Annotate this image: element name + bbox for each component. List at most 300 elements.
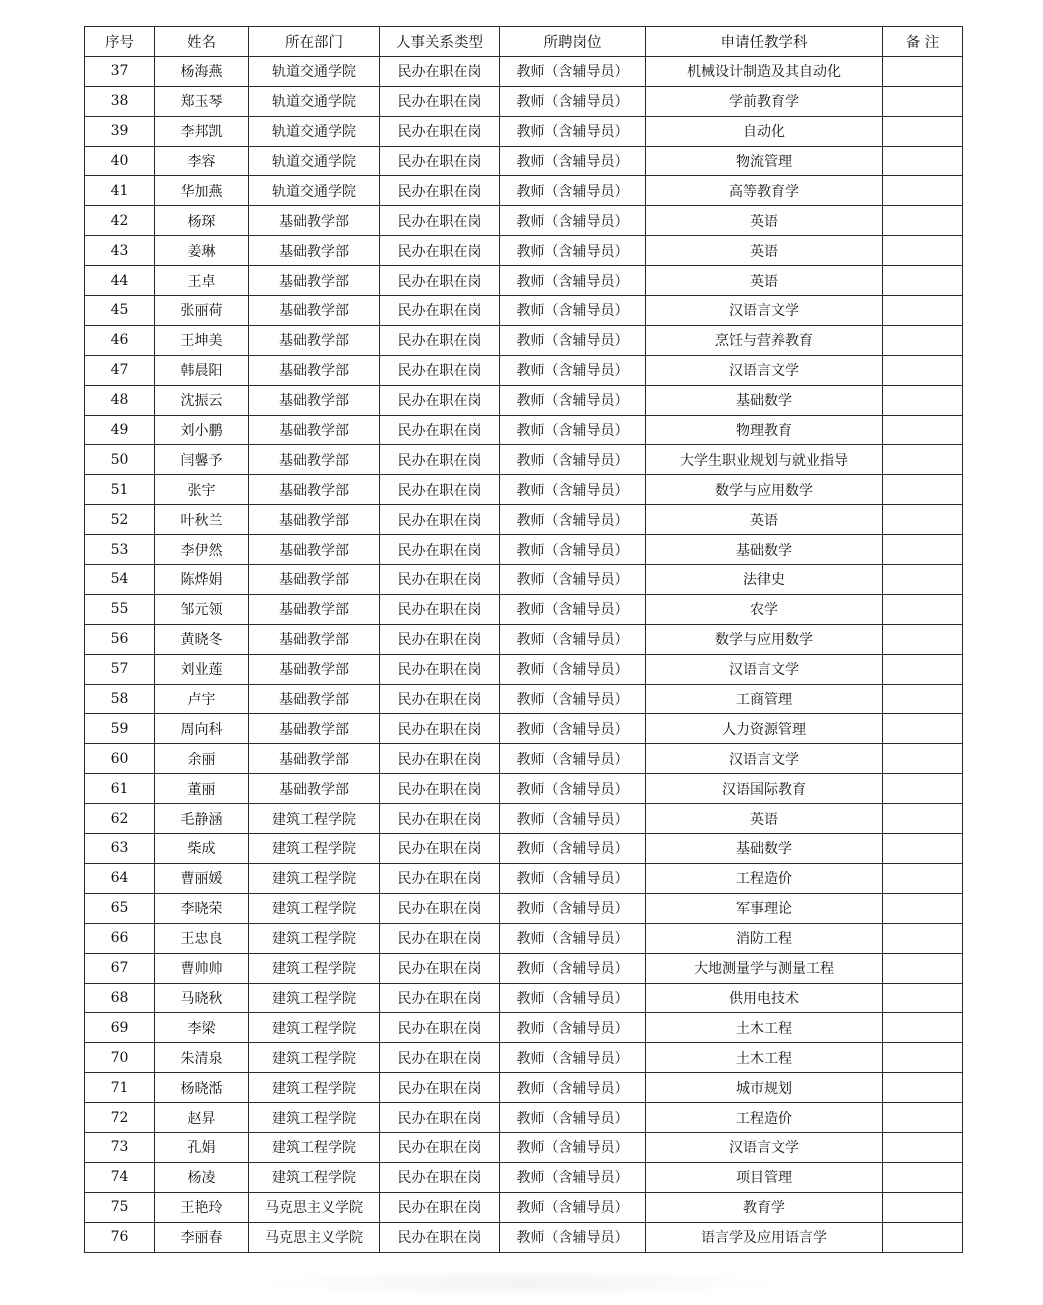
header-name: 姓名 bbox=[155, 27, 249, 57]
cell-personnel-type: 民办在职在岗 bbox=[380, 1103, 500, 1133]
table-row bbox=[85, 56, 963, 86]
cell-name: 周向科 bbox=[155, 714, 249, 744]
table-row bbox=[85, 624, 963, 654]
cell-name: 沈振云 bbox=[155, 385, 249, 415]
cell-serial-number: 43 bbox=[85, 236, 155, 266]
cell-position: 教师（含辅导员） bbox=[500, 475, 646, 505]
table-row bbox=[85, 1132, 963, 1162]
cell-serial-number: 76 bbox=[85, 1222, 155, 1252]
cell-remarks bbox=[883, 983, 963, 1013]
cell-remarks bbox=[883, 266, 963, 296]
cell-serial-number: 71 bbox=[85, 1073, 155, 1103]
table-row bbox=[85, 206, 963, 236]
cell-position: 教师（含辅导员） bbox=[500, 325, 646, 355]
cell-position: 教师（含辅导员） bbox=[500, 1132, 646, 1162]
cell-personnel-type: 民办在职在岗 bbox=[380, 953, 500, 983]
table-row bbox=[85, 385, 963, 415]
table-header-row bbox=[85, 27, 963, 57]
cell-personnel-type: 民办在职在岗 bbox=[380, 56, 500, 86]
cell-department: 基础教学部 bbox=[249, 565, 380, 595]
cell-department: 轨道交通学院 bbox=[249, 146, 380, 176]
cell-remarks bbox=[883, 684, 963, 714]
page-shadow bbox=[250, 1268, 790, 1298]
header-department: 所在部门 bbox=[249, 27, 380, 57]
cell-remarks bbox=[883, 1043, 963, 1073]
table-row bbox=[85, 296, 963, 326]
cell-department: 建筑工程学院 bbox=[249, 834, 380, 864]
cell-remarks bbox=[883, 1013, 963, 1043]
cell-position: 教师（含辅导员） bbox=[500, 923, 646, 953]
table-row bbox=[85, 594, 963, 624]
cell-serial-number: 61 bbox=[85, 774, 155, 804]
cell-name: 李晓荣 bbox=[155, 893, 249, 923]
cell-position: 教师（含辅导员） bbox=[500, 834, 646, 864]
cell-department: 基础教学部 bbox=[249, 505, 380, 535]
cell-position: 教师（含辅导员） bbox=[500, 1073, 646, 1103]
cell-personnel-type: 民办在职在岗 bbox=[380, 804, 500, 834]
cell-position: 教师（含辅导员） bbox=[500, 684, 646, 714]
cell-remarks bbox=[883, 56, 963, 86]
cell-personnel-type: 民办在职在岗 bbox=[380, 1162, 500, 1192]
table-row bbox=[85, 804, 963, 834]
cell-position: 教师（含辅导员） bbox=[500, 445, 646, 475]
cell-position: 教师（含辅导员） bbox=[500, 1192, 646, 1222]
cell-name: 张丽荷 bbox=[155, 296, 249, 326]
cell-personnel-type: 民办在职在岗 bbox=[380, 1043, 500, 1073]
cell-teaching-subject: 学前教育学 bbox=[646, 86, 883, 116]
cell-serial-number: 39 bbox=[85, 116, 155, 146]
cell-personnel-type: 民办在职在岗 bbox=[380, 983, 500, 1013]
cell-serial-number: 63 bbox=[85, 834, 155, 864]
cell-remarks bbox=[883, 1192, 963, 1222]
cell-department: 建筑工程学院 bbox=[249, 923, 380, 953]
table-row bbox=[85, 1073, 963, 1103]
cell-position: 教师（含辅导员） bbox=[500, 624, 646, 654]
cell-serial-number: 42 bbox=[85, 206, 155, 236]
cell-serial-number: 65 bbox=[85, 893, 155, 923]
cell-serial-number: 52 bbox=[85, 505, 155, 535]
cell-teaching-subject: 工程造价 bbox=[646, 1103, 883, 1133]
cell-department: 轨道交通学院 bbox=[249, 176, 380, 206]
cell-remarks bbox=[883, 146, 963, 176]
cell-teaching-subject: 大学生职业规划与就业指导 bbox=[646, 445, 883, 475]
table-row bbox=[85, 236, 963, 266]
cell-teaching-subject: 物流管理 bbox=[646, 146, 883, 176]
cell-serial-number: 56 bbox=[85, 624, 155, 654]
cell-remarks bbox=[883, 296, 963, 326]
cell-teaching-subject: 人力资源管理 bbox=[646, 714, 883, 744]
cell-remarks bbox=[883, 953, 963, 983]
cell-teaching-subject: 英语 bbox=[646, 236, 883, 266]
cell-department: 基础教学部 bbox=[249, 266, 380, 296]
cell-name: 华加燕 bbox=[155, 176, 249, 206]
cell-serial-number: 51 bbox=[85, 475, 155, 505]
cell-serial-number: 44 bbox=[85, 266, 155, 296]
cell-serial-number: 60 bbox=[85, 744, 155, 774]
cell-name: 陈烨娟 bbox=[155, 565, 249, 595]
cell-teaching-subject: 基础数学 bbox=[646, 535, 883, 565]
table-row bbox=[85, 1013, 963, 1043]
cell-position: 教师（含辅导员） bbox=[500, 774, 646, 804]
cell-name: 闫馨予 bbox=[155, 445, 249, 475]
cell-position: 教师（含辅导员） bbox=[500, 86, 646, 116]
cell-serial-number: 64 bbox=[85, 863, 155, 893]
cell-position: 教师（含辅导员） bbox=[500, 176, 646, 206]
cell-name: 王忠良 bbox=[155, 923, 249, 953]
cell-name: 王艳玲 bbox=[155, 1192, 249, 1222]
cell-teaching-subject: 供用电技术 bbox=[646, 983, 883, 1013]
cell-serial-number: 69 bbox=[85, 1013, 155, 1043]
cell-name: 杨晓湉 bbox=[155, 1073, 249, 1103]
cell-serial-number: 37 bbox=[85, 56, 155, 86]
cell-teaching-subject: 汉语言文学 bbox=[646, 744, 883, 774]
cell-department: 基础教学部 bbox=[249, 624, 380, 654]
cell-serial-number: 57 bbox=[85, 654, 155, 684]
cell-personnel-type: 民办在职在岗 bbox=[380, 296, 500, 326]
cell-name: 毛静涵 bbox=[155, 804, 249, 834]
table-row bbox=[85, 355, 963, 385]
cell-name: 王坤美 bbox=[155, 325, 249, 355]
cell-teaching-subject: 英语 bbox=[646, 804, 883, 834]
table-row bbox=[85, 834, 963, 864]
cell-teaching-subject: 烹饪与营养教育 bbox=[646, 325, 883, 355]
cell-personnel-type: 民办在职在岗 bbox=[380, 1073, 500, 1103]
table-row bbox=[85, 744, 963, 774]
cell-serial-number: 41 bbox=[85, 176, 155, 206]
cell-personnel-type: 民办在职在岗 bbox=[380, 594, 500, 624]
cell-serial-number: 59 bbox=[85, 714, 155, 744]
cell-name: 曹帅帅 bbox=[155, 953, 249, 983]
cell-position: 教师（含辅导员） bbox=[500, 594, 646, 624]
cell-remarks bbox=[883, 1162, 963, 1192]
cell-teaching-subject: 城市规划 bbox=[646, 1073, 883, 1103]
cell-teaching-subject: 英语 bbox=[646, 206, 883, 236]
cell-personnel-type: 民办在职在岗 bbox=[380, 684, 500, 714]
cell-name: 韩晨阳 bbox=[155, 355, 249, 385]
cell-personnel-type: 民办在职在岗 bbox=[380, 834, 500, 864]
cell-department: 基础教学部 bbox=[249, 774, 380, 804]
cell-personnel-type: 民办在职在岗 bbox=[380, 535, 500, 565]
cell-serial-number: 55 bbox=[85, 594, 155, 624]
cell-teaching-subject: 数学与应用数学 bbox=[646, 624, 883, 654]
cell-remarks bbox=[883, 176, 963, 206]
table-row bbox=[85, 415, 963, 445]
cell-department: 建筑工程学院 bbox=[249, 983, 380, 1013]
cell-position: 教师（含辅导员） bbox=[500, 535, 646, 565]
cell-personnel-type: 民办在职在岗 bbox=[380, 863, 500, 893]
cell-position: 教师（含辅导员） bbox=[500, 206, 646, 236]
cell-teaching-subject: 汉语言文学 bbox=[646, 355, 883, 385]
cell-department: 建筑工程学院 bbox=[249, 893, 380, 923]
cell-position: 教师（含辅导员） bbox=[500, 565, 646, 595]
cell-teaching-subject: 汉语国际教育 bbox=[646, 774, 883, 804]
cell-department: 基础教学部 bbox=[249, 744, 380, 774]
cell-name: 姜琳 bbox=[155, 236, 249, 266]
cell-teaching-subject: 军事理论 bbox=[646, 893, 883, 923]
cell-position: 教师（含辅导员） bbox=[500, 385, 646, 415]
cell-name: 赵昇 bbox=[155, 1103, 249, 1133]
cell-serial-number: 72 bbox=[85, 1103, 155, 1133]
cell-department: 基础教学部 bbox=[249, 355, 380, 385]
cell-position: 教师（含辅导员） bbox=[500, 296, 646, 326]
cell-department: 建筑工程学院 bbox=[249, 1043, 380, 1073]
cell-remarks bbox=[883, 415, 963, 445]
cell-name: 叶秋兰 bbox=[155, 505, 249, 535]
header-position: 所聘岗位 bbox=[500, 27, 646, 57]
cell-serial-number: 67 bbox=[85, 953, 155, 983]
table-row bbox=[85, 923, 963, 953]
cell-personnel-type: 民办在职在岗 bbox=[380, 266, 500, 296]
cell-department: 建筑工程学院 bbox=[249, 804, 380, 834]
cell-personnel-type: 民办在职在岗 bbox=[380, 385, 500, 415]
cell-serial-number: 58 bbox=[85, 684, 155, 714]
cell-remarks bbox=[883, 1222, 963, 1252]
cell-teaching-subject: 基础数学 bbox=[646, 385, 883, 415]
cell-name: 柴成 bbox=[155, 834, 249, 864]
header-personnel-type: 人事关系类型 bbox=[380, 27, 500, 57]
cell-department: 建筑工程学院 bbox=[249, 1103, 380, 1133]
cell-serial-number: 74 bbox=[85, 1162, 155, 1192]
table-row bbox=[85, 146, 963, 176]
cell-name: 曹丽媛 bbox=[155, 863, 249, 893]
cell-personnel-type: 民办在职在岗 bbox=[380, 1222, 500, 1252]
cell-teaching-subject: 汉语言文学 bbox=[646, 654, 883, 684]
table-row bbox=[85, 1162, 963, 1192]
header-remarks: 备 注 bbox=[883, 27, 963, 57]
cell-personnel-type: 民办在职在岗 bbox=[380, 565, 500, 595]
cell-position: 教师（含辅导员） bbox=[500, 953, 646, 983]
cell-name: 卢宇 bbox=[155, 684, 249, 714]
cell-department: 轨道交通学院 bbox=[249, 86, 380, 116]
table-row bbox=[85, 1043, 963, 1073]
header-teaching-subject: 申请任教学科 bbox=[646, 27, 883, 57]
cell-name: 朱清泉 bbox=[155, 1043, 249, 1073]
cell-remarks bbox=[883, 774, 963, 804]
cell-position: 教师（含辅导员） bbox=[500, 804, 646, 834]
cell-department: 建筑工程学院 bbox=[249, 863, 380, 893]
table-row bbox=[85, 684, 963, 714]
cell-position: 教师（含辅导员） bbox=[500, 863, 646, 893]
table-row bbox=[85, 86, 963, 116]
table-row bbox=[85, 475, 963, 505]
cell-position: 教师（含辅导员） bbox=[500, 983, 646, 1013]
cell-department: 基础教学部 bbox=[249, 415, 380, 445]
table-row bbox=[85, 714, 963, 744]
cell-position: 教师（含辅导员） bbox=[500, 714, 646, 744]
cell-teaching-subject: 英语 bbox=[646, 505, 883, 535]
cell-name: 刘小鹏 bbox=[155, 415, 249, 445]
cell-teaching-subject: 自动化 bbox=[646, 116, 883, 146]
cell-department: 建筑工程学院 bbox=[249, 1132, 380, 1162]
cell-teaching-subject: 教育学 bbox=[646, 1192, 883, 1222]
table-row bbox=[85, 893, 963, 923]
cell-department: 轨道交通学院 bbox=[249, 116, 380, 146]
cell-remarks bbox=[883, 744, 963, 774]
table-row bbox=[85, 325, 963, 355]
cell-serial-number: 46 bbox=[85, 325, 155, 355]
table-row bbox=[85, 1103, 963, 1133]
cell-remarks bbox=[883, 654, 963, 684]
cell-department: 基础教学部 bbox=[249, 445, 380, 475]
table-row bbox=[85, 176, 963, 206]
cell-remarks bbox=[883, 804, 963, 834]
cell-department: 基础教学部 bbox=[249, 206, 380, 236]
cell-position: 教师（含辅导员） bbox=[500, 744, 646, 774]
cell-remarks bbox=[883, 385, 963, 415]
cell-serial-number: 68 bbox=[85, 983, 155, 1013]
cell-name: 李伊然 bbox=[155, 535, 249, 565]
cell-teaching-subject: 工商管理 bbox=[646, 684, 883, 714]
cell-serial-number: 49 bbox=[85, 415, 155, 445]
cell-personnel-type: 民办在职在岗 bbox=[380, 475, 500, 505]
cell-personnel-type: 民办在职在岗 bbox=[380, 1013, 500, 1043]
cell-position: 教师（含辅导员） bbox=[500, 415, 646, 445]
cell-department: 基础教学部 bbox=[249, 385, 380, 415]
table-row bbox=[85, 774, 963, 804]
table-row bbox=[85, 1222, 963, 1252]
cell-name: 王卓 bbox=[155, 266, 249, 296]
header-serial-number: 序号 bbox=[85, 27, 155, 57]
cell-position: 教师（含辅导员） bbox=[500, 355, 646, 385]
cell-name: 刘业莲 bbox=[155, 654, 249, 684]
cell-remarks bbox=[883, 116, 963, 146]
cell-position: 教师（含辅导员） bbox=[500, 1043, 646, 1073]
cell-remarks bbox=[883, 565, 963, 595]
cell-position: 教师（含辅导员） bbox=[500, 1222, 646, 1252]
cell-name: 余丽 bbox=[155, 744, 249, 774]
cell-remarks bbox=[883, 594, 963, 624]
cell-serial-number: 48 bbox=[85, 385, 155, 415]
cell-teaching-subject: 英语 bbox=[646, 266, 883, 296]
cell-personnel-type: 民办在职在岗 bbox=[380, 206, 500, 236]
cell-personnel-type: 民办在职在岗 bbox=[380, 1192, 500, 1222]
cell-teaching-subject: 法律史 bbox=[646, 565, 883, 595]
cell-remarks bbox=[883, 1103, 963, 1133]
cell-serial-number: 70 bbox=[85, 1043, 155, 1073]
cell-remarks bbox=[883, 834, 963, 864]
cell-serial-number: 45 bbox=[85, 296, 155, 326]
cell-department: 马克思主义学院 bbox=[249, 1192, 380, 1222]
table-row bbox=[85, 565, 963, 595]
cell-position: 教师（含辅导员） bbox=[500, 266, 646, 296]
cell-department: 基础教学部 bbox=[249, 236, 380, 266]
cell-personnel-type: 民办在职在岗 bbox=[380, 146, 500, 176]
cell-personnel-type: 民办在职在岗 bbox=[380, 893, 500, 923]
cell-name: 郑玉琴 bbox=[155, 86, 249, 116]
cell-teaching-subject: 消防工程 bbox=[646, 923, 883, 953]
cell-remarks bbox=[883, 86, 963, 116]
cell-teaching-subject: 土木工程 bbox=[646, 1013, 883, 1043]
cell-position: 教师（含辅导员） bbox=[500, 1162, 646, 1192]
cell-name: 杨凌 bbox=[155, 1162, 249, 1192]
cell-name: 孔娟 bbox=[155, 1132, 249, 1162]
cell-personnel-type: 民办在职在岗 bbox=[380, 624, 500, 654]
table-row bbox=[85, 266, 963, 296]
cell-remarks bbox=[883, 535, 963, 565]
cell-personnel-type: 民办在职在岗 bbox=[380, 654, 500, 684]
cell-personnel-type: 民办在职在岗 bbox=[380, 325, 500, 355]
cell-department: 建筑工程学院 bbox=[249, 1162, 380, 1192]
cell-remarks bbox=[883, 236, 963, 266]
cell-position: 教师（含辅导员） bbox=[500, 116, 646, 146]
cell-teaching-subject: 数学与应用数学 bbox=[646, 475, 883, 505]
cell-personnel-type: 民办在职在岗 bbox=[380, 923, 500, 953]
cell-serial-number: 40 bbox=[85, 146, 155, 176]
cell-remarks bbox=[883, 1073, 963, 1103]
cell-position: 教师（含辅导员） bbox=[500, 1103, 646, 1133]
cell-teaching-subject: 高等教育学 bbox=[646, 176, 883, 206]
cell-position: 教师（含辅导员） bbox=[500, 893, 646, 923]
cell-remarks bbox=[883, 445, 963, 475]
cell-personnel-type: 民办在职在岗 bbox=[380, 415, 500, 445]
cell-remarks bbox=[883, 923, 963, 953]
cell-department: 基础教学部 bbox=[249, 535, 380, 565]
cell-name: 李容 bbox=[155, 146, 249, 176]
cell-remarks bbox=[883, 624, 963, 654]
cell-serial-number: 47 bbox=[85, 355, 155, 385]
cell-remarks bbox=[883, 863, 963, 893]
cell-position: 教师（含辅导员） bbox=[500, 236, 646, 266]
cell-teaching-subject: 项目管理 bbox=[646, 1162, 883, 1192]
cell-serial-number: 75 bbox=[85, 1192, 155, 1222]
cell-remarks bbox=[883, 355, 963, 385]
cell-name: 邹元领 bbox=[155, 594, 249, 624]
cell-serial-number: 38 bbox=[85, 86, 155, 116]
table-row bbox=[85, 535, 963, 565]
cell-teaching-subject: 汉语言文学 bbox=[646, 296, 883, 326]
cell-department: 马克思主义学院 bbox=[249, 1222, 380, 1252]
table-row bbox=[85, 654, 963, 684]
cell-name: 杨海燕 bbox=[155, 56, 249, 86]
cell-remarks bbox=[883, 1132, 963, 1162]
cell-personnel-type: 民办在职在岗 bbox=[380, 355, 500, 385]
cell-department: 建筑工程学院 bbox=[249, 953, 380, 983]
cell-serial-number: 62 bbox=[85, 804, 155, 834]
table-row bbox=[85, 1192, 963, 1222]
cell-personnel-type: 民办在职在岗 bbox=[380, 744, 500, 774]
cell-personnel-type: 民办在职在岗 bbox=[380, 236, 500, 266]
cell-teaching-subject: 物理教育 bbox=[646, 415, 883, 445]
cell-teaching-subject: 基础数学 bbox=[646, 834, 883, 864]
cell-personnel-type: 民办在职在岗 bbox=[380, 774, 500, 804]
table-row bbox=[85, 505, 963, 535]
cell-remarks bbox=[883, 325, 963, 355]
cell-serial-number: 53 bbox=[85, 535, 155, 565]
cell-position: 教师（含辅导员） bbox=[500, 146, 646, 176]
cell-position: 教师（含辅导员） bbox=[500, 654, 646, 684]
cell-department: 基础教学部 bbox=[249, 714, 380, 744]
cell-name: 董丽 bbox=[155, 774, 249, 804]
table-body bbox=[85, 56, 963, 1252]
cell-teaching-subject: 机械设计制造及其自动化 bbox=[646, 56, 883, 86]
cell-name: 李邦凯 bbox=[155, 116, 249, 146]
cell-personnel-type: 民办在职在岗 bbox=[380, 445, 500, 475]
cell-remarks bbox=[883, 893, 963, 923]
cell-remarks bbox=[883, 206, 963, 236]
cell-teaching-subject: 土木工程 bbox=[646, 1043, 883, 1073]
cell-personnel-type: 民办在职在岗 bbox=[380, 86, 500, 116]
table-row bbox=[85, 116, 963, 146]
cell-remarks bbox=[883, 475, 963, 505]
cell-name: 马晓秋 bbox=[155, 983, 249, 1013]
cell-teaching-subject: 语言学及应用语言学 bbox=[646, 1222, 883, 1252]
cell-position: 教师（含辅导员） bbox=[500, 56, 646, 86]
cell-teaching-subject: 大地测量学与测量工程 bbox=[646, 953, 883, 983]
table-row bbox=[85, 863, 963, 893]
cell-remarks bbox=[883, 505, 963, 535]
cell-position: 教师（含辅导员） bbox=[500, 1013, 646, 1043]
cell-personnel-type: 民办在职在岗 bbox=[380, 1132, 500, 1162]
